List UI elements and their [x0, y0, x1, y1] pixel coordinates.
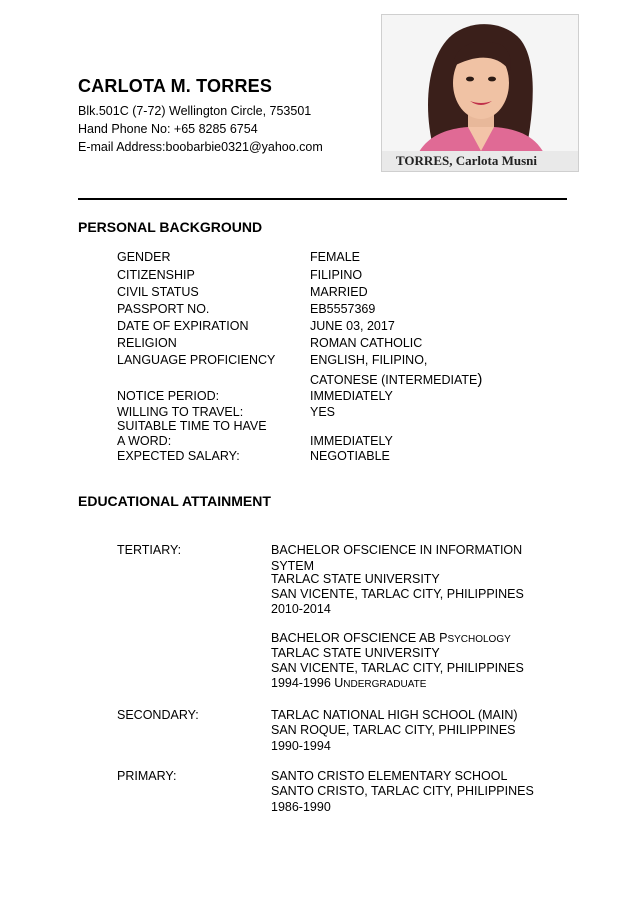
religion-value: ROMAN CATHOLIC: [310, 336, 423, 350]
language-label: LANGUAGE PROFICIENCY: [117, 353, 276, 367]
tertiary-label: TERTIARY:: [117, 543, 182, 557]
tertiary-degree-1-line2: SYTEM: [271, 559, 315, 573]
passport-label: PASSPORT NO.: [117, 302, 210, 316]
suitable-time-value: IMMEDIATELY: [310, 434, 393, 448]
salary-label: EXPECTED SALARY:: [117, 449, 240, 463]
notice-label: NOTICE PERIOD:: [117, 389, 220, 403]
primary-place: SANTO CRISTO, TARLAC CITY, PHILIPPINES: [271, 784, 534, 798]
tertiary-place-1: SAN VICENTE, TARLAC CITY, PHILIPPINES: [271, 587, 524, 601]
tertiary-years-2: 1994-1996 UNDERGRADUATE: [271, 676, 427, 690]
civil-status-value: MARRIED: [310, 285, 368, 299]
section-title-education: EDUCATIONAL ATTAINMENT: [78, 493, 271, 509]
secondary-place: SAN ROQUE, TARLAC CITY, PHILIPPINES: [271, 723, 516, 737]
travel-label: WILLING TO TRAVEL:: [117, 405, 244, 419]
tertiary-place-2: SAN VICENTE, TARLAC CITY, PHILIPPINES: [271, 661, 524, 675]
secondary-years: 1990-1994: [271, 739, 331, 753]
citizenship-value: FILIPINO: [310, 268, 363, 282]
photo-caption: TORRES, Carlota Musni: [382, 151, 578, 171]
portrait-illustration: [382, 15, 578, 171]
tertiary-school-2: TARLAC STATE UNIVERSITY: [271, 646, 440, 660]
language-value-line2: CATONESE (INTERMEDIATE): [310, 371, 483, 388]
notice-value: IMMEDIATELY: [310, 389, 393, 403]
suitable-time-label-line2: A WORD:: [117, 434, 172, 448]
secondary-school: TARLAC NATIONAL HIGH SCHOOL (MAIN): [271, 708, 518, 722]
salary-value: NEGOTIABLE: [310, 449, 390, 463]
tertiary-degree-1-line1: BACHELOR OFSCIENCE IN INFORMATION: [271, 543, 523, 557]
tertiary-degree-2: BACHELOR OFSCIENCE AB PSYCHOLOGY: [271, 631, 511, 645]
email-line: E-mail Address:boobarbie0321@yahoo.com: [78, 140, 323, 154]
phone-line: Hand Phone No: +65 8285 6754: [78, 122, 258, 136]
address-line: Blk.501C (7-72) Wellington Circle, 753501: [78, 104, 312, 118]
header-divider: [78, 198, 567, 200]
civil-status-label: CIVIL STATUS: [117, 285, 199, 299]
applicant-name: CARLOTA M. TORRES: [78, 76, 273, 96]
suitable-time-label-line1: SUITABLE TIME TO HAVE: [117, 419, 267, 433]
section-title-personal: PERSONAL BACKGROUND: [78, 219, 263, 235]
language-value-line1: ENGLISH, FILIPINO,: [310, 353, 428, 367]
gender-value: FEMALE: [310, 250, 361, 264]
secondary-label: SECONDARY:: [117, 708, 199, 722]
citizenship-label: CITIZENSHIP: [117, 268, 195, 282]
primary-label: PRIMARY:: [117, 769, 177, 783]
travel-value: YES: [310, 405, 336, 419]
primary-school: SANTO CRISTO ELEMENTARY SCHOOL: [271, 769, 508, 783]
tertiary-school-1: TARLAC STATE UNIVERSITY: [271, 572, 440, 586]
applicant-photo: [381, 14, 579, 172]
religion-label: RELIGION: [117, 336, 177, 350]
gender-label: GENDER: [117, 250, 171, 264]
expiration-value: JUNE 03, 2017: [310, 319, 395, 333]
passport-value: EB5557369: [310, 302, 376, 316]
expiration-label: DATE OF EXPIRATION: [117, 319, 249, 333]
tertiary-years-1: 2010-2014: [271, 602, 331, 616]
primary-years: 1986-1990: [271, 800, 331, 814]
